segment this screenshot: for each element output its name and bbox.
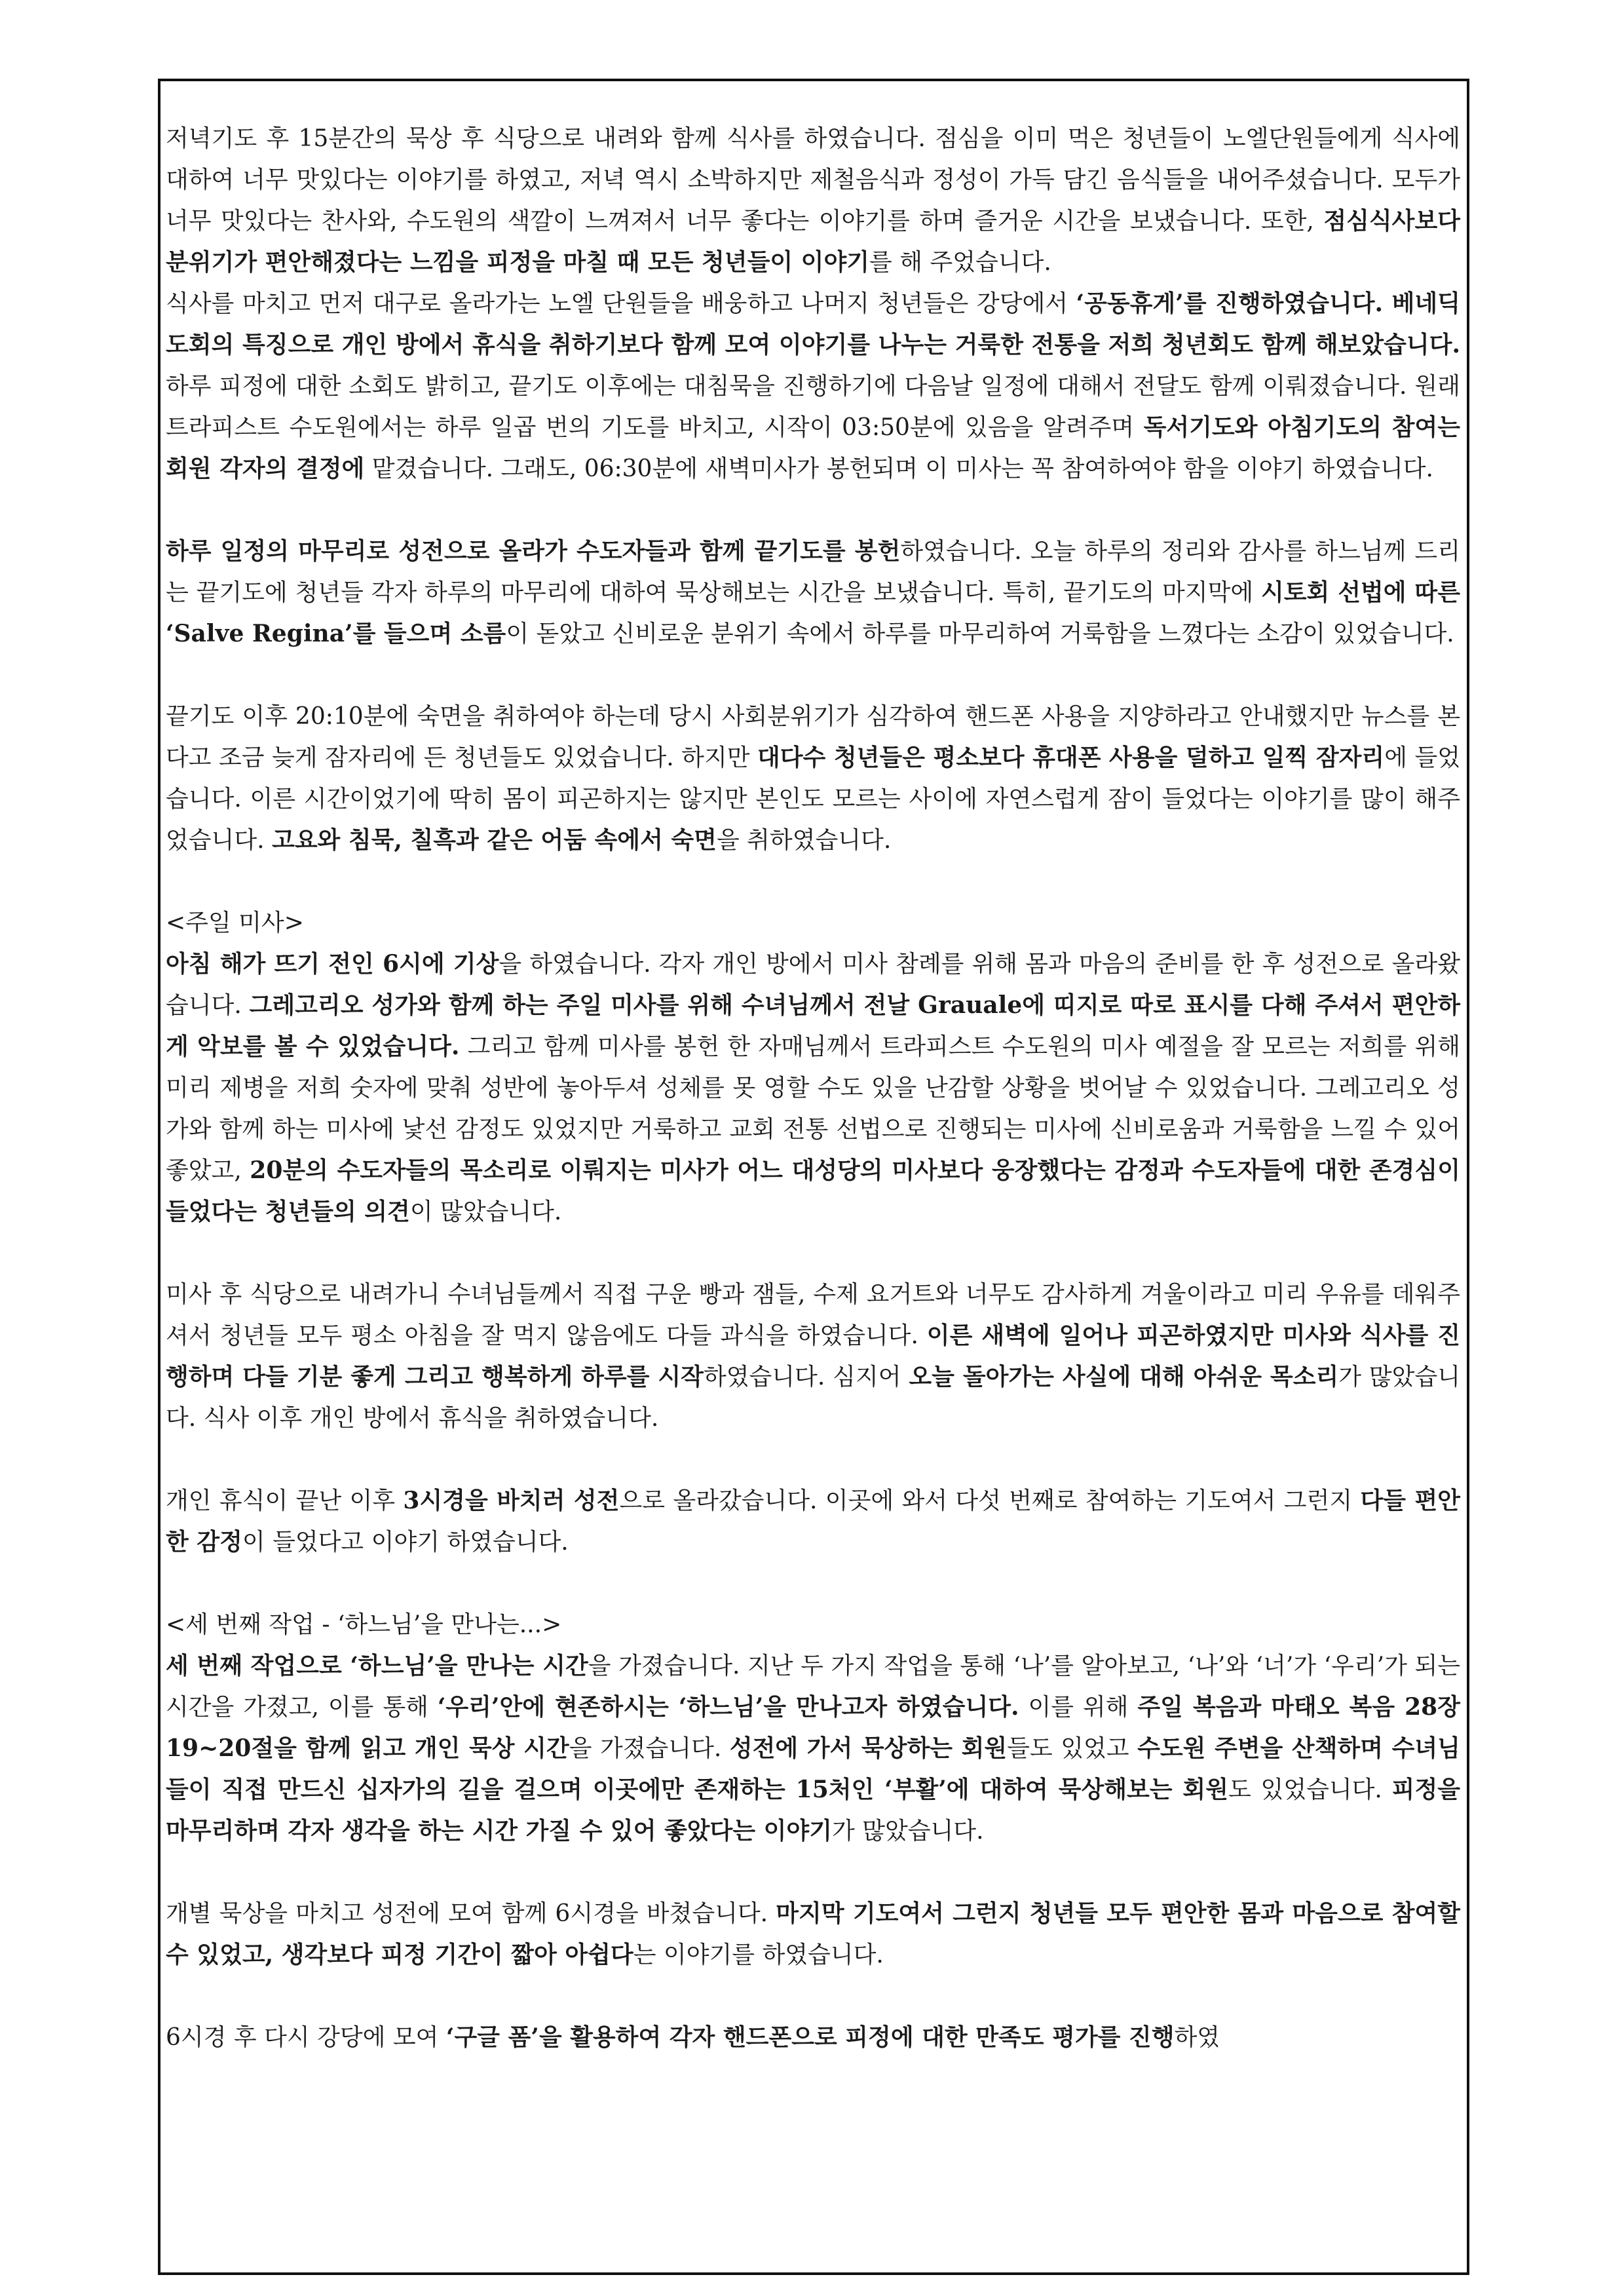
- bold-text: 20분의 수도자들의 목소리로 이뤄지는 미사가 어느 대성당의 미사보다 웅장했다는 감정과 수도자들에 대한 존경심이 들었다는 청년들의 의견: [166, 1157, 1460, 1225]
- text-run: 을 취하였습니다.: [716, 827, 892, 854]
- bold-text: 다들 편안한 감정: [166, 1487, 1461, 1556]
- paragraph: [166, 2017, 1460, 2058]
- text-run: 을 가졌습니다.: [569, 1735, 730, 1762]
- text-run: 에 들었습니다. 이른 시간이었기에 딱히 몸이 피곤하지는 않지만 본인도 모르는 사이에 자연스럽게 잠이 들었다는 이야기를 많이 해주었습니다.: [166, 744, 1461, 854]
- text-run: 들도 있었고: [1007, 1735, 1138, 1762]
- section-heading: <세 번째 작업 - ‘하느님’을 만나는...>: [166, 1611, 562, 1638]
- bold-text: 하루 일정의 마무리로 성전으로 올라가 수도자들과 함께 끝기도를 봉헌: [166, 537, 901, 565]
- paragraph-gap: [166, 489, 1460, 531]
- text-run: 이 들었다고 이야기 하였습니다.: [242, 1529, 569, 1556]
- text-run: 개인 휴식이 끝난 이후: [166, 1487, 404, 1514]
- paragraph: [166, 118, 1460, 283]
- paragraph: [166, 283, 1460, 489]
- text-run: 으로 올라갔습니다. 이곳에 와서 다섯 번째로 참여하는 기도여서 그런지: [619, 1487, 1361, 1514]
- bold-text: 성전에 가서 묵상하는 회원: [729, 1734, 1008, 1762]
- bold-text: 마지막 기도여서 그런지 청년들 모두 편안한 몸과 마음으로 참여할 수 있었고, 생각보다 피정 기간이 짧아 아쉽다: [166, 1900, 1460, 1968]
- paragraph-gap: [166, 1439, 1460, 1480]
- paragraph: [166, 1274, 1460, 1439]
- bold-text: 오늘 돌아가는 사실에 대해 아쉬운 목소리: [909, 1363, 1339, 1390]
- text-run: 이 돋았고 신비로운 분위기 속에서 하루를 마무리하여 거룩함을 느꼈다는 소감이 있었습니다.: [506, 621, 1454, 647]
- text-run: 이 많았습니다.: [409, 1198, 562, 1225]
- bold-text: 3시경을 바치러 성전: [403, 1487, 620, 1514]
- text-run: 하였습니다. 심지어: [703, 1364, 909, 1390]
- paragraph-gap: [166, 1563, 1460, 1604]
- bold-text: 이른 새벽에 일어나 피곤하였지만 미사와 식사를 진행하며 다들 기분 좋게 그리고 행복하게 하루를 시작: [166, 1322, 1461, 1390]
- paragraph-gap: [166, 1976, 1460, 2017]
- bold-text: 점심식사보다 분위기가 편안해졌다는 느낌을 피정을 마칠 때 모든 청년들이 이야기: [166, 207, 1460, 276]
- paragraph: [166, 696, 1460, 861]
- section-heading: <주일 미사>: [166, 909, 304, 936]
- text-run: 도 있었습니다.: [1228, 1776, 1392, 1803]
- page-frame: [158, 79, 1469, 2275]
- paragraph-gap: [166, 655, 1460, 696]
- bold-text: 주일 복음과 마태오 복음 28장 19~20절을 함께 읽고 개인 묵상 시간: [166, 1693, 1460, 1762]
- text-run: 끝기도 이후 20:10분에 숙면을 취하여야 하는데 당시 사회분위기가 심각하여 핸드폰 사용을 지양하라고 안내했지만 뉴스를 본다고 조금 늦게 잠자리에 든 청년들도 있었습니다. 하지만: [166, 703, 1460, 771]
- paragraph: [166, 531, 1460, 655]
- bold-text: 피정을 마무리하며 각자 생각을 하는 시간 가질 수 있어 좋았다는 이야기: [166, 1776, 1460, 1845]
- text-run: 이를 위해: [1019, 1694, 1138, 1721]
- text-run: 하였: [1174, 2024, 1220, 2051]
- bold-text: ‘구글 폼’을 활용하여 각자 핸드폰으로 피정에 대한 만족도 평가를 진행: [445, 2023, 1175, 2051]
- bold-text: 세 번째 작업으로 ‘하느님’을 만나는 시간: [166, 1652, 588, 1679]
- text-run: 6시경 후 다시 강당에 모여: [166, 2024, 446, 2051]
- bold-text: 독서기도와 아침기도의 참여는 회원 각자의 결정에: [166, 413, 1460, 482]
- bold-text: 고요와 침묵, 칠흑과 같은 어둠 속에서 숙면: [272, 826, 717, 854]
- bold-text: ‘우리’안에 현존하시는 ‘하느님’을 만나고자 하였습니다.: [437, 1693, 1019, 1721]
- bold-text: 그레고리오 성가와 함께 하는 주일 미사를 위해 수녀님께서 전날 Grauale에 띠지로 따로 표시를 다해 주셔서 편안하게 악보를 볼 수 있었습니다.: [166, 991, 1460, 1060]
- text-run: 을 가졌습니다. 지난 두 가지 작업을 통해 ‘나’를 알아보고, ‘나’와 ‘너’가 ‘우리’가 되는 시간을 가졌고, 이를 통해: [166, 1653, 1460, 1721]
- text-run: 저녁기도 후 15분간의 묵상 후 식당으로 내려와 함께 식사를 하였습니다. 점심을 이미 먹은 청년들이 노엘단원들에게 식사에 대하여 너무 맛있다는 이야기를 하였고, 저녁 역시 소박하지만 제철음식과 정성이 가득 담긴 음식들을 내어주셨습니다. 모두가 너무 맛있다는 찬사와, 수도원의 색깔이 느껴져서 너무 좋다는 이야기를 하며 즐거운 시간을 보냈습니다. 또한,: [166, 125, 1460, 235]
- paragraph: [166, 944, 1460, 1233]
- text-run: 하였습니다. 오늘 하루의 정리와 감사를 하느님께 드리는 끝기도에 청년들 각자 하루의 마무리에 대하여 묵상해보는 시간을 보냈습니다. 특히, 끝기도의 마지막에: [166, 538, 1460, 606]
- text-run: 을 하였습니다. 각자 개인 방에서 미사 참례를 위해 몸과 마음의 준비를 한 후 성전으로 올라왔습니다.: [166, 951, 1460, 1019]
- paragraph-gap: [166, 1233, 1460, 1274]
- text-run: 는 이야기를 하였습니다.: [633, 1942, 884, 1968]
- bold-text: ‘공동휴게’를 진행하였습니다. 베네딕도회의 특징으로 개인 방에서 휴식을 취하기보다 함께 모여 이야기를 나누는 거룩한 전통을 저희 청년회도 함께 해보았습니다.: [166, 290, 1460, 358]
- text-run: 그리고 함께 미사를 봉헌 한 자매님께서 트라피스트 수도원의 미사 예절을 잘 모르는 저희를 위해 미리 제병을 저희 숫자에 맞춰 성반에 놓아두셔 성체를 못 영할 수도 있을 난감할 상황을 벗어날 수 있었습니다. 그레고리오 성가와 함께 하는 미사에 낯선 감정도 있었지만 거룩하고 교회 전통 선법으로 진행되는 미사에 신비로움과 거룩함을 느낄 수 있어 좋았고,: [166, 1033, 1460, 1184]
- text-run: 하루 피정에 대한 소회도 밝히고, 끝기도 이후에는 대침묵을 진행하기에 다음날 일정에 대해서 전달도 함께 이뤄졌습니다. 원래 트라피스트 수도원에서는 하루 일곱 번의 기도를 바치고, 시작이 03:50분에 있음을 알려주며: [166, 373, 1460, 441]
- document-body: [166, 118, 1460, 2058]
- bold-text: 대다수 청년들은 평소보다 휴대폰 사용을 덜하고 일찍 잠자리: [757, 744, 1385, 771]
- text-run: 를 해 주었습니다.: [869, 249, 1051, 276]
- paragraph: [166, 1893, 1460, 1976]
- text-run: 식사를 마치고 먼저 대구로 올라가는 노엘 단원들을 배웅하고 나머지 청년들은 강당에서: [166, 290, 1076, 317]
- paragraph: [166, 1645, 1460, 1852]
- bold-text: 아침 해가 뜨기 전인 6시에 기상: [166, 950, 499, 978]
- text-run: 가 많았습니다. 식사 이후 개인 방에서 휴식을 취하였습니다.: [166, 1364, 1461, 1432]
- bold-text: 시토회 선법에 따른 ‘Salve Regina’를 들으며 소름: [166, 579, 1460, 647]
- paragraph: [166, 1480, 1460, 1563]
- text-run: 미사 후 식당으로 내려가니 수녀님들께서 직접 구운 빵과 잼들, 수제 요거트와 너무도 감사하게 겨울이라고 미리 우유를 데워주셔서 청년들 모두 평소 아침을 잘 먹지 않음에도 다들 과식을 하였습니다.: [166, 1281, 1460, 1349]
- paragraph-gap: [166, 1852, 1460, 1893]
- text-run: 맡겼습니다. 그래도, 06:30분에 새벽미사가 봉헌되며 이 미사는 꼭 참여하여야 함을 이야기 하였습니다.: [364, 455, 1433, 482]
- bold-text: 수도원 주변을 산책하며 수녀님들이 직접 만드신 십자가의 길을 걸으며 이곳에만 존재하는 15처인 ‘부활’에 대하여 묵상해보는 회원: [166, 1734, 1460, 1803]
- paragraph-gap: [166, 861, 1460, 902]
- text-run: 개별 묵상을 마치고 성전에 모여 함께 6시경을 바쳤습니다.: [166, 1900, 776, 1927]
- text-run: 가 많았습니다.: [831, 1818, 984, 1845]
